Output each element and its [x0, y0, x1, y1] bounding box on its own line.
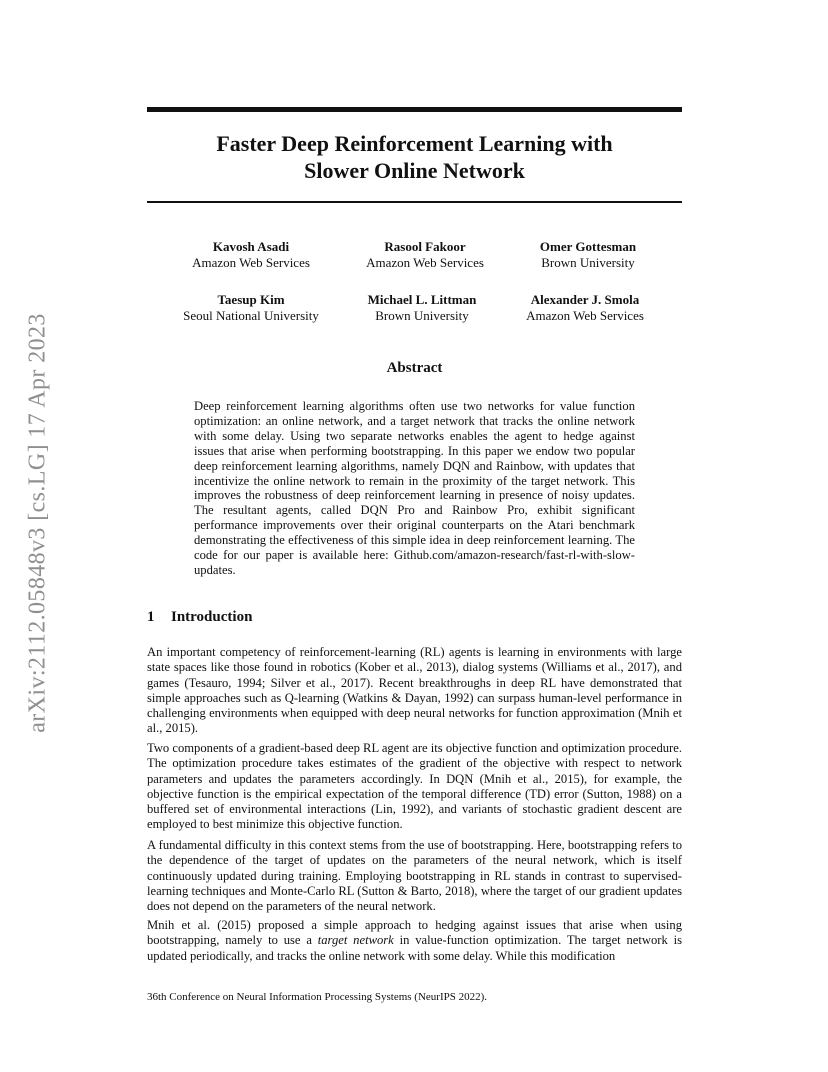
author-affiliation: Brown University	[375, 307, 469, 323]
emphasized-term: target network	[317, 933, 394, 948]
author-name: Michael L. Littman	[367, 292, 477, 307]
conference-footnote: 36th Conference on Neural Information Processing Systems (NeurIPS 2022).	[147, 991, 488, 1003]
author-name: Taesup Kim	[217, 292, 285, 307]
arxiv-identifier-stamp: arXiv:2112.05848v3 [cs.LG] 17 Apr 2023	[24, 313, 51, 733]
author-name: Alexander J. Smola	[530, 292, 640, 307]
title-top-rule	[147, 107, 682, 112]
author-affiliation: Amazon Web Services	[366, 254, 484, 270]
intro-paragraph: An important competency of reinforcement-learning (RL) agents is learning in environments with large state spaces like those found in robotics (Kober et al., 2013), dialog systems (Williams et al., 2017), and games (Tesauro, 1994; Silver et al., 2017). Recent breakthroughs in deep RL have demonstrated that simple approaches such as Q-learning (Watkins & Dayan, 1992) can surpass human-level performance in challenging environments when equipped with deep neural networks for function approximation (Mnih et al., 2015).	[147, 645, 682, 736]
intro-paragraph: Two components of a gradient-based deep RL agent are its objective function and optimization procedure. The optimization procedure takes estimates of the gradient of the objective with respect to network parameters and updates the parameters accordingly. In DQN (Mnih et al., 2015), for example, the objective function is the empirical expectation of the temporal difference (TD) error (Sutton, 1988) on a buffered set of environmental interactions (Lin, 1992), and variants of stochastic gradient descent are employed to best minimize this objective function.	[147, 741, 682, 832]
author-name: Rasool Fakoor	[384, 239, 466, 254]
author-block	[156, 292, 346, 323]
section-number: 1	[147, 609, 155, 625]
paragraph-text: Mnih et al. (2015) proposed a simple approach to hedging against issues that arise when using bootstrapping, namely to use a	[147, 918, 682, 948]
intro-paragraph	[147, 918, 682, 964]
intro-paragraph: A fundamental difficulty in this context stems from the use of bootstrapping. Here, bootstrapping refers to the dependence of the target of updates on the parameters of the neural network, which is itself continuously updated during training. Employing bootstrapping in RL stands in contrast to supervised-learning techniques and Monte-Carlo RL (Sutton & Barto, 2018), where the target of our gradient updates does not depend on the parameters of the neural network.	[147, 838, 682, 914]
author-block	[490, 292, 680, 323]
author-name: Omer Gottesman	[539, 239, 637, 254]
section-title: Introduction	[171, 609, 253, 625]
paper-title	[147, 130, 682, 184]
author-affiliation: Brown University	[541, 254, 635, 270]
paper-title-line-1: Faster Deep Reinforcement Learning with	[216, 131, 613, 156]
author-block	[327, 292, 517, 323]
author-block	[493, 239, 683, 270]
paper-title-line-2: Slower Online Network	[304, 158, 525, 183]
abstract-text: Deep reinforcement learning algorithms often use two networks for value function optimization: an online network, and a target network that tracks the online network with some delay. Using two separate networks enables the agent to hedge against issues that arise when performing bootstrapping. In this paper we endow two popular deep reinforcement learning algorithms, namely DQN and Rainbow, with updates that incentivize the online network to remain in the proximity of the target network. This improves the robustness of deep reinforcement learning in presence of noisy updates. The resultant agents, called DQN Pro and Rainbow Pro, exhibit significant performance improvements over their original counterparts on the Atari benchmark demonstrating the effectiveness of this simple idea in deep reinforcement learning. The code for our paper is available here: Github.com/amazon-research/fast-rl-with-slow-updates.	[194, 399, 635, 577]
section-heading	[147, 609, 252, 626]
abstract-heading: Abstract	[386, 360, 443, 376]
author-affiliation: Amazon Web Services	[526, 307, 644, 323]
author-affiliation: Seoul National University	[183, 307, 319, 323]
author-block	[156, 239, 346, 270]
paragraph-text: in value-function optimization. The target network is updated periodically, and tracks the online network with some delay. While this modification	[147, 933, 682, 963]
title-bottom-rule	[147, 201, 682, 203]
author-name: Kavosh Asadi	[212, 239, 290, 254]
author-block	[330, 239, 520, 270]
author-affiliation: Amazon Web Services	[192, 254, 310, 270]
